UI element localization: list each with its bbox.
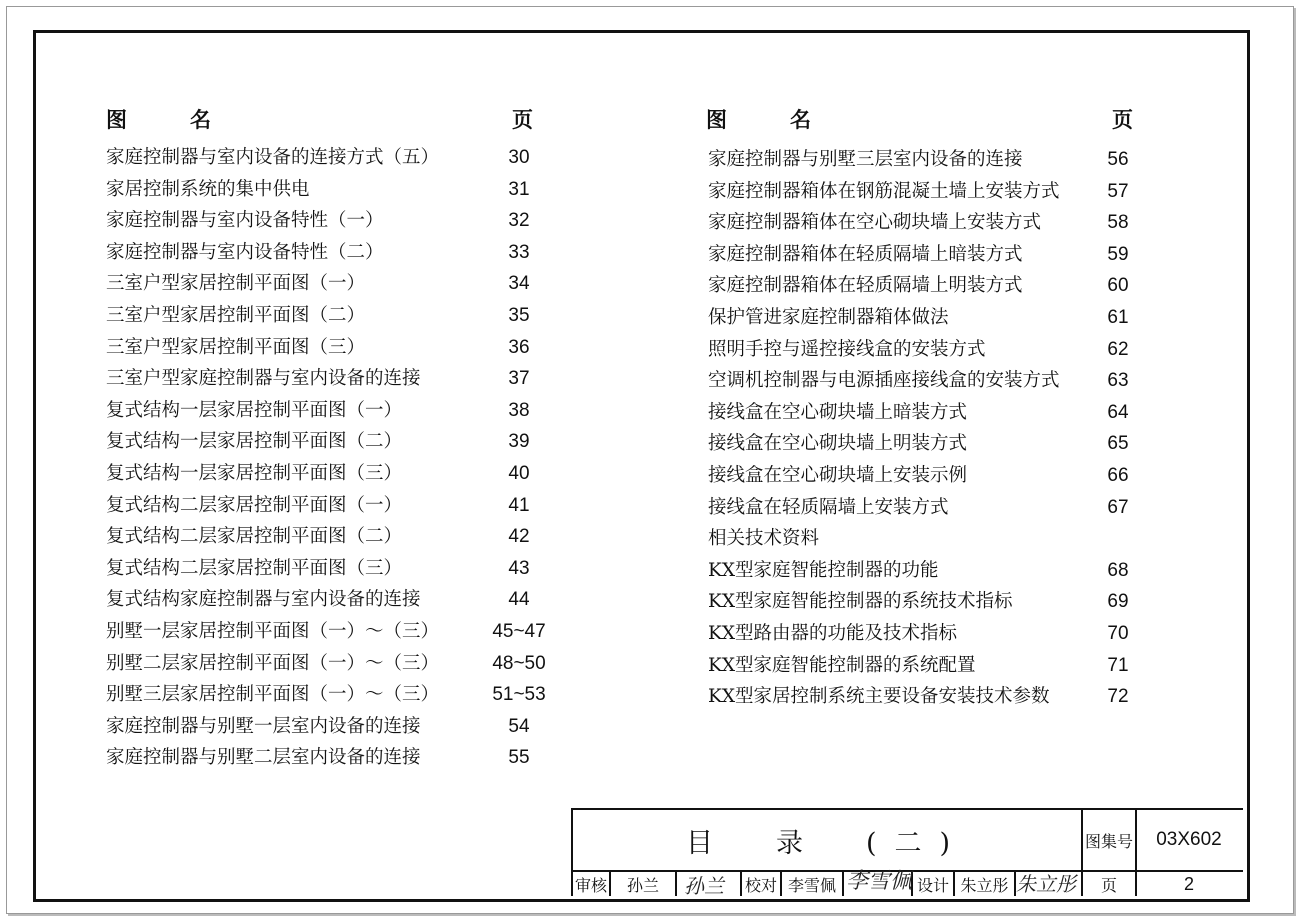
toc-entry <box>106 396 564 426</box>
toc-entry <box>106 269 564 299</box>
toc-entry-title: 别墅二层家居控制平面图（一）～（三） <box>106 652 440 674</box>
toc-entry <box>708 303 1163 333</box>
toc-entry-page: 55 <box>508 747 530 769</box>
page-label: 页 <box>1100 875 1117 895</box>
atlas-label: 图集号 <box>1084 831 1133 851</box>
toc-entry <box>708 145 1163 175</box>
toc-entry-page: 43 <box>508 557 530 579</box>
toc-entry-page: 40 <box>508 463 530 484</box>
toc-entry-title: KX型家居控制系统主要设备安装技术参数 <box>708 686 1050 708</box>
design-label: 设计 <box>916 875 949 895</box>
toc-entry-page: 72 <box>1107 686 1129 708</box>
toc-entry-page: 59 <box>1107 243 1129 265</box>
toc-entry-title: 家庭控制器与别墅三层室内设备的连接 <box>708 149 1023 170</box>
toc-entry-title: 家庭控制器箱体在钢筋混凝土墙上安装方式 <box>708 180 1060 202</box>
toc-entry-page: 56 <box>1107 149 1129 170</box>
toc-entry-title: KX型路由器的功能及技术指标 <box>708 623 957 644</box>
toc-entry <box>106 617 564 647</box>
toc-entry-title: 家庭控制器与室内设备特性（二） <box>106 241 384 263</box>
toc-entry <box>106 238 564 268</box>
right-header-name: 图 名 <box>706 107 811 132</box>
toc-entry-page: 35 <box>508 305 530 326</box>
toc-entry <box>708 335 1163 365</box>
review-label: 审核 <box>574 875 607 895</box>
toc-entry <box>708 271 1163 301</box>
toc-entry <box>708 524 1163 554</box>
toc-entry-title: 空调机控制器与电源插座接线盒的安装方式 <box>708 370 1060 392</box>
toc-entry <box>708 556 1163 586</box>
toc-entry-title: 三室户型家居控制平面图（三） <box>106 336 366 358</box>
toc-entry-page: 51~53 <box>492 684 546 706</box>
toc-entry <box>106 427 564 457</box>
toc-entry <box>708 461 1163 491</box>
toc-entry <box>106 364 564 394</box>
toc-entry-page: 54 <box>508 715 530 737</box>
left-header-page: 页 <box>512 107 533 132</box>
toc-entry-title: 接线盒在空心砌块墙上安装示例 <box>708 465 968 486</box>
toc-entry <box>106 743 564 773</box>
toc-entry-title: 家庭控制器箱体在轻质隔墙上暗装方式 <box>708 243 1023 265</box>
toc-entry-page: 36 <box>508 336 530 358</box>
toc-entry-page: 60 <box>1107 275 1129 297</box>
toc-entry-title: 三室户型家庭控制器与室内设备的连接 <box>106 368 421 390</box>
toc-entry-page: 48~50 <box>492 652 546 674</box>
toc-entry <box>106 712 564 742</box>
toc-entry-title: 复式结构二层家居控制平面图（一） <box>106 494 403 516</box>
toc-entry <box>106 649 564 679</box>
toc-entry-title: 家居控制系统的集中供电 <box>106 178 310 200</box>
toc-entry <box>708 651 1163 681</box>
toc-entry <box>106 333 564 363</box>
toc-entry <box>708 682 1163 712</box>
toc-entry-page: 67 <box>1107 496 1129 518</box>
checker-signature: 李雪佩 <box>846 869 913 894</box>
toc-entry-page: 62 <box>1107 338 1129 360</box>
toc-entry <box>708 366 1163 396</box>
toc-entry-page: 37 <box>508 368 530 390</box>
toc-entry-page: 39 <box>508 431 530 453</box>
left-header-name: 图 名 <box>106 107 211 132</box>
toc-entry-page: 45~47 <box>492 621 546 642</box>
toc-entry-title: 复式结构二层家居控制平面图（三） <box>106 557 403 579</box>
toc-entry-page: 30 <box>508 147 530 168</box>
toc-entry <box>708 177 1163 207</box>
toc-entry-page: 42 <box>508 526 530 548</box>
toc-entry-page: 38 <box>508 399 530 421</box>
toc-entry-page: 71 <box>1107 654 1129 676</box>
toc-entry <box>106 459 564 489</box>
toc-entry <box>106 206 564 236</box>
toc-entry-title: 家庭控制器与别墅二层室内设备的连接 <box>106 747 421 769</box>
toc-entry-title: 复式结构一层家居控制平面图（二） <box>106 431 403 453</box>
toc-entry-page: 68 <box>1107 559 1129 581</box>
toc-entry-title: 家庭控制器与别墅一层室内设备的连接 <box>106 715 421 737</box>
toc-entry-page: 65 <box>1107 433 1129 455</box>
toc-entry <box>106 491 564 521</box>
toc-entry-page: 31 <box>508 178 530 200</box>
right-header <box>706 104 811 134</box>
left-header <box>106 104 211 134</box>
reviewer-signature: 孙兰 <box>684 874 724 898</box>
reviewer-name: 孙兰 <box>626 875 659 895</box>
toc-entry-page: 34 <box>508 273 530 295</box>
toc-entry-title: 家庭控制器箱体在空心砌块墙上安装方式 <box>708 212 1042 234</box>
toc-entry-title: 别墅三层家居控制平面图（一）～（三） <box>106 684 440 706</box>
toc-entry-title: KX型家庭智能控制器的功能 <box>708 559 939 581</box>
toc-entry <box>708 619 1163 649</box>
toc-entry-title: 接线盒在空心砌块墙上明装方式 <box>708 433 968 455</box>
toc-entry-title: 接线盒在轻质隔墙上安装方式 <box>708 496 949 518</box>
toc-entry-title: 三室户型家居控制平面图（一） <box>106 273 366 295</box>
toc-entry <box>106 522 564 552</box>
toc-entry-page: 61 <box>1107 307 1129 328</box>
toc-entry <box>708 587 1163 617</box>
toc-entry-page: 41 <box>508 494 530 516</box>
toc-entry <box>106 301 564 331</box>
toc-entry-page: 70 <box>1107 623 1129 644</box>
toc-entry-title: KX型家庭智能控制器的系统配置 <box>708 654 976 676</box>
designer-name: 朱立彤 <box>960 875 1009 895</box>
atlas-number: 03X602 <box>1156 829 1222 850</box>
right-header-page: 页 <box>1112 107 1133 132</box>
toc-entry <box>708 208 1163 238</box>
toc-entry-title: 复式结构一层家居控制平面图（一） <box>106 399 403 421</box>
toc-entry-page: 64 <box>1107 401 1129 423</box>
toc-entry <box>708 240 1163 270</box>
page-number: 2 <box>1183 873 1194 894</box>
toc-entry-page: 63 <box>1107 370 1129 392</box>
toc-entry-title: 复式结构家庭控制器与室内设备的连接 <box>106 589 421 611</box>
toc-entry <box>106 585 564 615</box>
toc-entry-page: 57 <box>1107 180 1129 202</box>
toc-entry <box>106 680 564 710</box>
toc-entry-page: 33 <box>508 241 530 263</box>
toc-entry <box>708 429 1163 459</box>
checker-name: 李雪佩 <box>787 875 836 895</box>
toc-entry-title: 照明手控与遥控接线盒的安装方式 <box>708 338 986 360</box>
toc-entry-title: 接线盒在空心砌块墙上暗装方式 <box>708 401 968 423</box>
designer-signature: 朱立彤 <box>1016 872 1076 896</box>
toc-entry-title: 保护管进家庭控制器箱体做法 <box>708 307 949 328</box>
toc-entry-page: 44 <box>508 589 530 611</box>
toc-entry-page: 69 <box>1107 591 1129 613</box>
check-label: 校对 <box>744 875 777 895</box>
toc-entry-title: 相关技术资料 <box>708 528 820 550</box>
toc-entry-title: 复式结构二层家居控制平面图（二） <box>106 526 403 548</box>
toc-entry <box>708 493 1163 523</box>
toc-entry-title: 三室户型家居控制平面图（二） <box>106 305 366 326</box>
toc-entry <box>106 143 564 173</box>
toc-entry-title: 家庭控制器与室内设备特性（一） <box>106 210 384 232</box>
toc-entry-page: 66 <box>1107 465 1129 486</box>
toc-entry-title: 家庭控制器箱体在轻质隔墙上明装方式 <box>708 275 1023 297</box>
toc-entry <box>708 398 1163 428</box>
sheet-title: 目 录 (二) <box>685 827 969 859</box>
toc-entry-page: 58 <box>1107 212 1129 234</box>
toc-entry-title: 别墅一层家居控制平面图（一）～（三） <box>106 621 440 642</box>
toc-entry-title: KX型家庭智能控制器的系统技术指标 <box>708 591 1013 613</box>
toc-entry <box>106 175 564 205</box>
toc-entry-title: 家庭控制器与室内设备的连接方式（五） <box>106 147 440 168</box>
toc-entry <box>106 554 564 584</box>
toc-entry-page: 32 <box>508 210 530 232</box>
toc-entry-title: 复式结构一层家居控制平面图（三） <box>106 463 403 484</box>
